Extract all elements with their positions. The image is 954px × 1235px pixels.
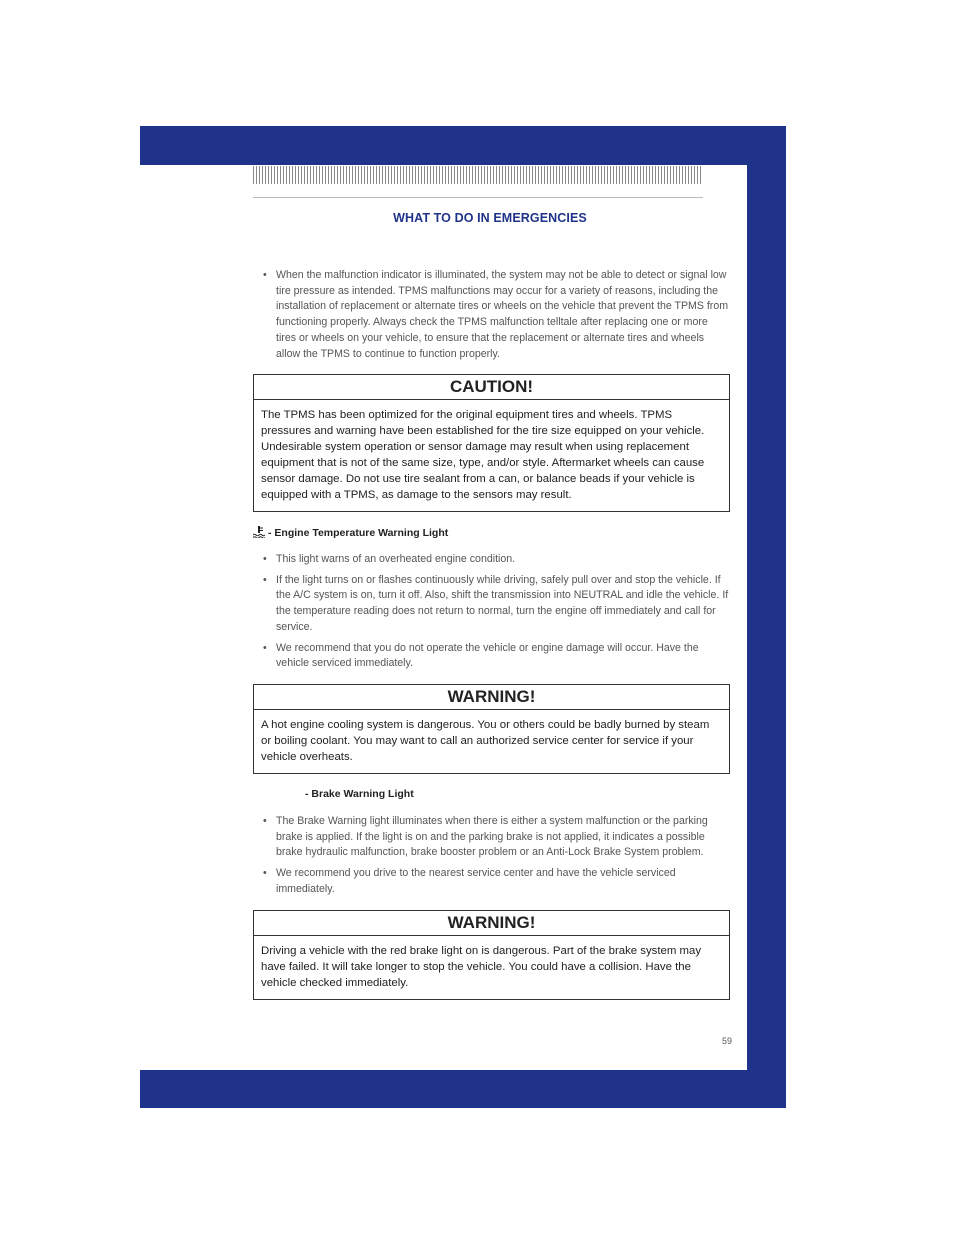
engine-temp-bullet-list <box>263 552 730 677</box>
caution-body: The TPMS has been optimized for the original equipment tires and wheels. TPMS pressures and warning have been established for the tire size equipped on your vehicle. Undesirable system operation or sensor damage may result when using replacement equipment that is not of the same size, type, and/or style. Aftermarket wheels can cause sensor damage. Do not use tire sealant from a can, or balance beads if your vehicle is equipped with a TPMS, as damage to the sensors may result. <box>261 409 705 501</box>
warning-title: WARNING! <box>254 685 729 710</box>
warning-box-engine <box>253 684 730 774</box>
list-item: • We recommend you drive to the nearest service center and have the vehicle serviced immediately. <box>263 866 730 897</box>
brake-bullet-list <box>263 814 730 903</box>
intro-bullet-list <box>263 268 730 367</box>
page-frame-right <box>747 126 786 1108</box>
list-item: • The Brake Warning light illuminates when there is either a system malfunction or the parking brake is applied. If the light is on and the parking brake is not applied, it indicates a possible brake hydraulic malfunction, brake booster problem or an Anti-Lock Brake System problem. <box>263 814 730 861</box>
list-item: • When the malfunction indicator is illuminated, the system may not be able to detect or signal low tire pressure as intended. TPMS malfunctions may occur for a variety of reasons, including the installation of replacement or alternate tires or wheels on the vehicle that prevent the TPMS from functioning properly. Always check the TPMS malfunction telltale after replacing one or more tires or wheels on your vehicle, to ensure that the replacement or alternate tires and wheels allow the TPMS to continue to function properly. <box>263 268 730 362</box>
warning-body: A hot engine cooling system is dangerous. You or others could be badly burned by steam or boiling coolant. You may want to call an authorized service center for service if your vehicle overheats. <box>261 719 710 763</box>
caution-box <box>253 374 730 512</box>
list-item: • If the light turns on or flashes continuously while driving, safely pull over and stop the vehicle. If the A/C system is on, turn it off. Also, shift the transmission into NEUTRAL and idle the vehicle. If the temperature reading does not return to normal, turn the engine off immediately and call for service. <box>263 573 730 636</box>
brake-heading-text: - Brake Warning Light <box>305 788 414 800</box>
header-divider <box>253 197 703 198</box>
page-frame-bottom <box>140 1070 786 1108</box>
section-title: WHAT TO DO IN EMERGENCIES <box>393 211 587 225</box>
list-item: • This light warns of an overheated engine condition. <box>263 552 730 568</box>
warning-box-brake <box>253 910 730 1000</box>
warning-title: WARNING! <box>254 911 729 936</box>
caution-title: CAUTION! <box>254 375 729 400</box>
engine-temp-heading <box>253 526 448 541</box>
page-number: 59 <box>721 1036 732 1046</box>
brake-heading <box>305 788 414 800</box>
page-frame-top <box>140 126 786 165</box>
engine-temp-heading-text: - Engine Temperature Warning Light <box>268 527 449 539</box>
warning-body: Driving a vehicle with the red brake light on is dangerous. Part of the brake system may have failed. It will take longer to stop the vehicle. You could have a collision. Have the vehicle checked immediately. <box>261 945 702 989</box>
list-item: • We recommend that you do not operate the vehicle or engine damage will occur. Have the vehicle serviced immediately. <box>263 641 730 672</box>
decorative-tick-strip <box>253 166 703 184</box>
engine-temperature-icon <box>253 526 265 541</box>
